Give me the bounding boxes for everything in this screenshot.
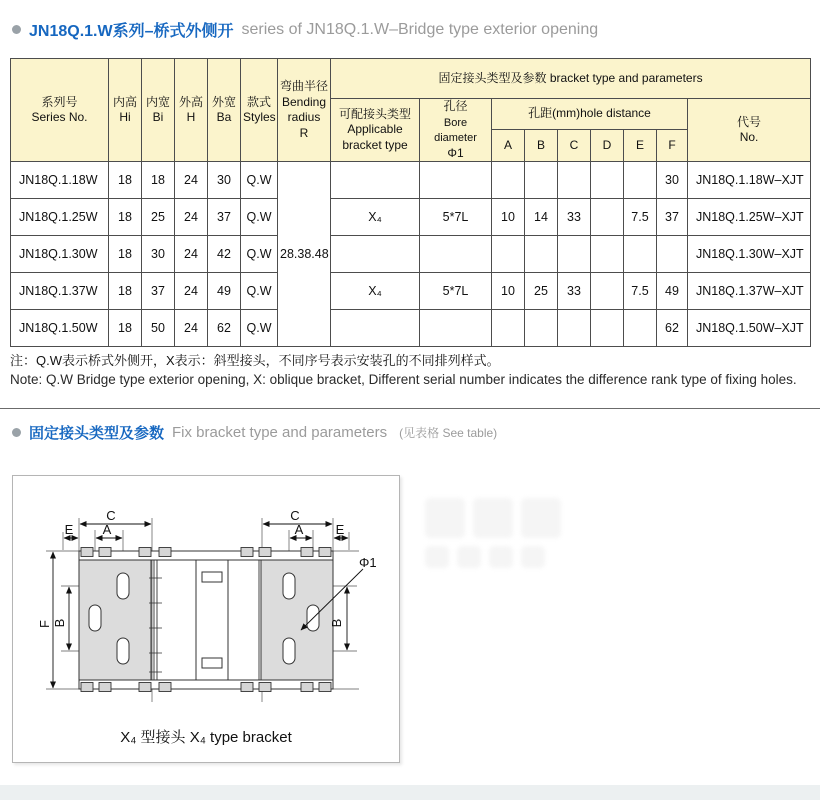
section1-title-en: series of JN18Q.1.W–Bridge type exterior opening (241, 20, 599, 38)
cell-bi: 18 (142, 162, 175, 199)
cell-bracket: X₄ (331, 273, 420, 310)
watermark (425, 498, 585, 584)
header-bi-en: Bi (152, 110, 164, 125)
cell-code: JN18Q.1.25W–XJT (688, 199, 811, 236)
cell-bore: 5*7L (420, 199, 492, 236)
cell-code: JN18Q.1.50W–XJT (688, 310, 811, 347)
header-ba-en: Ba (216, 110, 232, 125)
dim-label-b-left: B (52, 618, 67, 628)
table-row (11, 162, 811, 199)
section-divider (0, 408, 820, 409)
cell-b: 25 (525, 273, 558, 310)
cell-series: JN18Q.1.37W (11, 273, 109, 310)
cell-a: 10 (492, 273, 525, 310)
cell-e: 7.5 (624, 199, 657, 236)
header-hole-distance: 孔距(mm)hole distance (528, 106, 651, 121)
cell-b (525, 162, 558, 199)
cell-styles: Q.W (241, 273, 278, 310)
section2-title (12, 422, 497, 443)
cell-c: 33 (558, 273, 591, 310)
link-slot-top (202, 572, 222, 582)
cell-e (624, 162, 657, 199)
cell-h: 24 (175, 273, 208, 310)
cell-hi: 18 (109, 273, 142, 310)
cell-styles: Q.W (241, 199, 278, 236)
table-row (11, 236, 811, 273)
cell-styles: Q.W (241, 310, 278, 347)
table-row (11, 199, 811, 236)
bottom-flange (79, 680, 333, 689)
header-styles-en: Styles (243, 110, 276, 125)
cell-b (525, 310, 558, 347)
cell-styles: Q.W (241, 236, 278, 273)
header-hi-zh: 内高 (112, 94, 137, 109)
footer-band (0, 785, 820, 800)
header-bend-en1: Bending (281, 94, 327, 109)
header-hi-en: Hi (119, 110, 131, 125)
link-slot-bottom (202, 658, 222, 668)
cell-f: 49 (657, 273, 688, 310)
header-bend-en2: radius (287, 110, 321, 125)
note-zh: 注：Q.W表示桥式外侧开，X表示：斜型接头，不同序号表示安装孔的不同排列样式。 (10, 353, 500, 368)
cell-bracket (331, 236, 420, 273)
cell-a (492, 162, 525, 199)
cell-c (558, 310, 591, 347)
col-header-f: F (657, 129, 688, 162)
header-app-en1: Applicable (347, 122, 403, 137)
dim-label-c-right: C (290, 508, 300, 523)
cell-bore: 5*7L (420, 273, 492, 310)
header-code-en: No. (739, 130, 759, 145)
cell-h: 24 (175, 199, 208, 236)
cell-h: 24 (175, 162, 208, 199)
cell-d (591, 273, 624, 310)
cell-hi: 18 (109, 310, 142, 347)
cell-ba: 42 (208, 236, 241, 273)
header-app-zh: 可配接头类型 (338, 106, 411, 121)
col-header-b: B (525, 129, 558, 162)
cell-e: 7.5 (624, 273, 657, 310)
table-row (11, 310, 811, 347)
group-header-en: bracket type and parameters (549, 70, 703, 85)
bullet-icon (12, 25, 21, 34)
header-bore-zh: 孔径 (443, 99, 468, 113)
dim-label-phi1: Φ1 (359, 555, 377, 570)
cell-ba: 30 (208, 162, 241, 199)
bracket-plates (79, 551, 333, 689)
dim-label-a-left: A (102, 522, 112, 537)
cell-a (492, 236, 525, 273)
col-header-applicable-bracket (331, 99, 420, 162)
col-header-d: D (591, 129, 624, 162)
cell-ba: 49 (208, 273, 241, 310)
cell-b: 14 (525, 199, 558, 236)
cell-series: JN18Q.1.25W (11, 199, 109, 236)
cell-series: JN18Q.1.50W (11, 310, 109, 347)
header-ba-zh: 外宽 (211, 94, 236, 109)
col-header-hole-distance (492, 99, 688, 130)
dim-label-f: F (37, 620, 52, 628)
dim-label-e-right: E (335, 522, 345, 537)
header-bend-en3: R (299, 125, 309, 140)
cell-code: JN18Q.1.18W–XJT (688, 162, 811, 199)
header-h-zh: 外高 (178, 94, 203, 109)
header-h-en: H (186, 110, 196, 125)
col-header-series (11, 59, 109, 162)
col-header-bore-diameter (420, 99, 492, 162)
section1-title-zh: JN18Q.1.W系列–桥式外侧开 (29, 23, 234, 40)
table-row (11, 273, 811, 310)
header-bi-zh: 内宽 (145, 94, 170, 109)
cell-bracket (331, 310, 420, 347)
cell-e (624, 310, 657, 347)
header-code-zh: 代号 (737, 114, 762, 129)
dim-label-a-right: A (294, 522, 304, 537)
group-header-bracket-params (331, 59, 811, 99)
cell-bending-radius: 28.38.48 (278, 162, 331, 347)
col-header-styles (241, 59, 278, 162)
cell-a (492, 310, 525, 347)
cell-ba: 62 (208, 310, 241, 347)
cell-bore (420, 236, 492, 273)
cell-code: JN18Q.1.30W–XJT (688, 236, 811, 273)
cell-d (591, 310, 624, 347)
header-series-en: Series No. (31, 110, 88, 125)
cell-bracket: X₄ (331, 199, 420, 236)
dim-label-e-left: E (64, 522, 74, 537)
col-header-bending-radius (278, 59, 331, 162)
cell-bi: 50 (142, 310, 175, 347)
bracket-drawing (13, 476, 399, 762)
cell-hi: 18 (109, 199, 142, 236)
cell-bore (420, 162, 492, 199)
cell-hi: 18 (109, 162, 142, 199)
cell-bracket (331, 162, 420, 199)
col-header-a: A (492, 129, 525, 162)
section1-title (12, 18, 598, 41)
cell-f (657, 236, 688, 273)
dim-label-b-right: B (329, 618, 344, 628)
header-bend-zh: 弯曲半径 (280, 79, 329, 93)
cell-e (624, 236, 657, 273)
cell-bore (420, 310, 492, 347)
cell-f: 37 (657, 199, 688, 236)
bracket-diagram-box (12, 475, 400, 763)
section2-title-zh: 固定接头类型及参数 (29, 425, 165, 442)
cell-bi: 30 (142, 236, 175, 273)
note-en: Note: Q.W Bridge type exterior opening, X: oblique bracket, Different serial number indicates the difference rank type of fixing holes. (10, 372, 797, 387)
col-header-hi (109, 59, 142, 162)
cell-c (558, 162, 591, 199)
col-header-bi (142, 59, 175, 162)
cell-a: 10 (492, 199, 525, 236)
cell-series: JN18Q.1.30W (11, 236, 109, 273)
header-bore-en: Bore diameter (434, 116, 477, 145)
right-plate (261, 560, 333, 680)
cell-d (591, 199, 624, 236)
group-header-zh: 固定接头类型及参数 (438, 70, 547, 85)
diagram-caption: X₄ 型接头 X₄ type bracket (120, 729, 292, 746)
section2-see-table-note: (见表格 See table) (399, 426, 498, 440)
cell-styles: Q.W (241, 162, 278, 199)
cell-hi: 18 (109, 236, 142, 273)
header-app-en2: bracket type (342, 137, 408, 152)
cell-code: JN18Q.1.37W–XJT (688, 273, 811, 310)
cell-h: 24 (175, 236, 208, 273)
cell-f: 62 (657, 310, 688, 347)
col-header-code (688, 99, 811, 162)
header-series-zh: 系列号 (41, 94, 78, 109)
cell-c (558, 236, 591, 273)
bullet-icon (12, 428, 21, 437)
section2-title-en: Fix bracket type and parameters (172, 424, 388, 441)
cell-h: 24 (175, 310, 208, 347)
cell-d (591, 236, 624, 273)
col-header-c: C (558, 129, 591, 162)
cell-series: JN18Q.1.18W (11, 162, 109, 199)
header-styles-zh: 款式 (246, 94, 271, 109)
col-header-ba (208, 59, 241, 162)
header-bore-sym: Φ1 (447, 145, 464, 160)
cell-b (525, 236, 558, 273)
cell-bi: 37 (142, 273, 175, 310)
cell-f: 30 (657, 162, 688, 199)
cell-d (591, 162, 624, 199)
cell-c: 33 (558, 199, 591, 236)
top-flange (79, 551, 333, 560)
cell-ba: 37 (208, 199, 241, 236)
col-header-e: E (624, 129, 657, 162)
col-header-h (175, 59, 208, 162)
spec-table (10, 58, 811, 347)
dim-label-c-left: C (106, 508, 116, 523)
cell-bi: 25 (142, 199, 175, 236)
